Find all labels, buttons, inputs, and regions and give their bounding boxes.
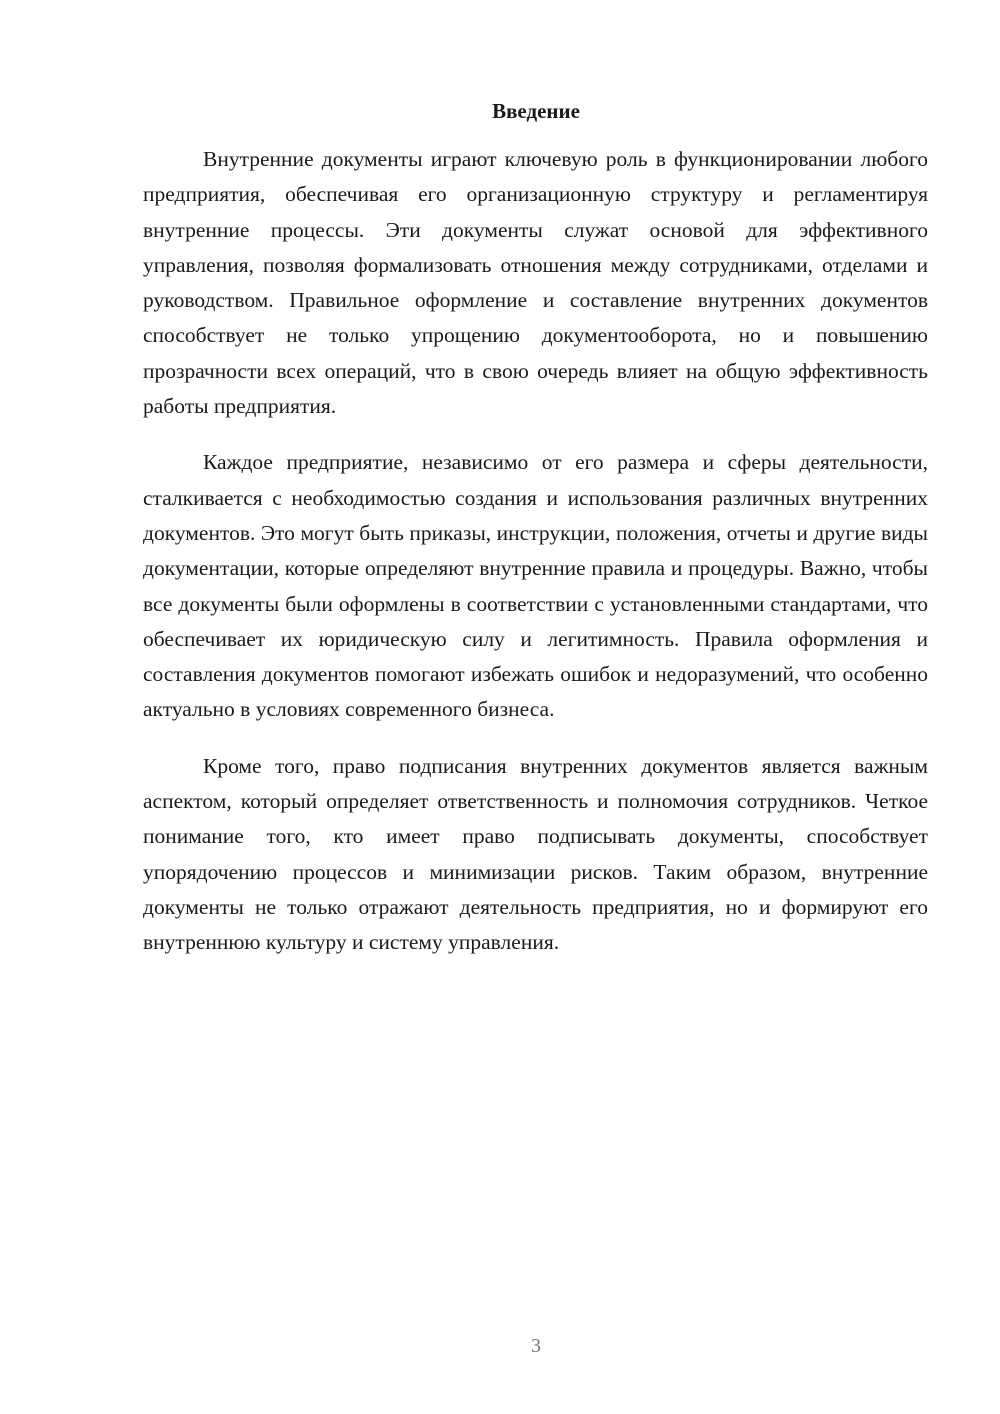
body-text: [143, 142, 928, 982]
page-number: 3: [531, 1335, 541, 1357]
paragraph-1: Внутренние документы играют ключевую роль в функционировании любого предприятия, обеспечивая его организационную структуру и регламентируя внутренние процессы. Эти документы служат основой для эффективного управления, позволяя формализовать отношения между сотрудниками, отделами и руководством. Правильное оформление и составление внутренних документов способствует не только упрощению документооборота, но и повышению прозрачности всех операций, что в свою очередь влияет на общую эффективность работы предприятия.: [143, 147, 928, 419]
section-title: Введение: [492, 99, 580, 123]
paragraph-2: Каждое предприятие, независимо от его размера и сферы деятельности, сталкивается с необходимостью создания и использования различных внутренних документов. Это могут быть приказы, инструкции, положения, отчеты и другие виды документации, которые определяют внутренние правила и процедуры. Важно, чтобы все документы были оформлены в соответствии с установленными стандартами, что обеспечивает их юридическую силу и легитимность. Правила оформления и составления документов помогают избежать ошибок и недоразумений, что особенно актуально в условиях современного бизнеса.: [143, 450, 928, 722]
paragraph-3: Кроме того, право подписания внутренних документов является важным аспектом, который определяет ответственность и полномочия сотрудников. Четкое понимание того, кто имеет право подписывать документы, способствует упорядочению процессов и минимизации рисков. Таким образом, внутренние документы не только отражают деятельность предприятия, но и формируют его внутреннюю культуру и систему управления.: [143, 753, 928, 955]
